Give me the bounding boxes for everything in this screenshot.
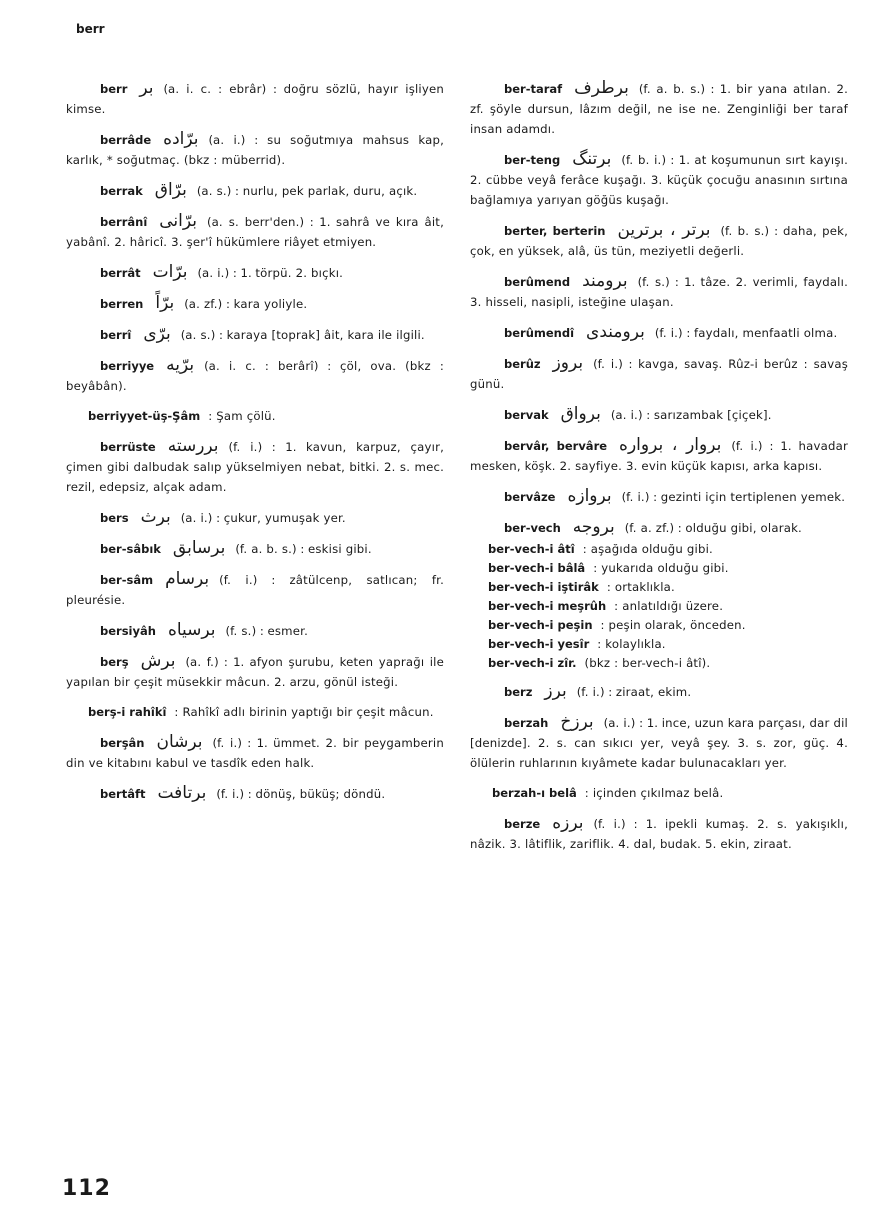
entry-headword: berter, berterin: [504, 224, 606, 238]
entry-headword: berrâde: [100, 133, 152, 147]
dictionary-entry: [66, 436, 444, 497]
dictionary-entry: [66, 324, 444, 345]
entry-headword: berzah: [504, 716, 549, 730]
entry-ottoman-script: برسام: [165, 569, 210, 589]
entry-definition: (a. f.) : 1. afyon şurubu, keten yaprağı ile yapılan bir çeşit müsekkir mâcun. 2. arzu, gönül isteği.: [66, 655, 444, 689]
entry-definition: (a. i.) : 1. törpü. 2. bıçkı.: [197, 266, 344, 280]
dictionary-entry: [470, 220, 848, 261]
dictionary-entry: [66, 783, 444, 804]
entry-definition: : aşağıda olduğu gibi.: [582, 542, 713, 556]
entry-headword: berş-i rahîkî: [88, 705, 167, 719]
entry-definition: (f. i.) : kavga, savaş. Rûz-i berûz : savaş günü.: [470, 357, 848, 391]
entry-headword: ber-vech: [504, 521, 561, 535]
entry-headword: berûz: [504, 357, 541, 371]
entry-headword: bers: [100, 511, 129, 525]
entry-definition: (a. i. c. : ebrâr) : doğru sözlü, hayır işliyen kimse.: [66, 82, 444, 116]
entry-ottoman-script: برش: [140, 651, 176, 671]
left-column: [66, 78, 444, 814]
entry-ottoman-script: برومندى: [586, 322, 645, 342]
entry-headword: ber-taraf: [504, 82, 563, 96]
entry-headword: ber-vech-i yesîr: [488, 637, 590, 651]
entry-headword: berrânî: [100, 215, 148, 229]
dictionary-entry: [470, 813, 848, 854]
dictionary-entry: [470, 486, 848, 507]
entry-definition: (f. a. b. s.) : 1. bir yana atılan. 2. zf. şöyle dursun, lâzım değil, ne ise ne. Zenginliği ber taraf insan adamdı.: [470, 82, 848, 136]
entry-headword: ber-vech-i iştirâk: [488, 580, 599, 594]
entry-ottoman-script: برزخ: [560, 712, 594, 732]
entry-ottoman-script: بروز: [552, 353, 584, 373]
entry-ottoman-script: برّات: [152, 262, 188, 282]
entry-headword: berze: [504, 817, 541, 831]
entry-ottoman-script: بر: [139, 78, 154, 98]
entry-definition: (a. s.) : nurlu, pek parlak, duru, açık.: [196, 184, 418, 198]
entry-ottoman-script: بررسته: [167, 436, 219, 456]
entry-headword: berş: [100, 655, 129, 669]
entry-ottoman-script: برتنگ: [572, 149, 612, 169]
dictionary-entry: [470, 435, 848, 476]
entry-definition: : Rahîkî adlı birinin yaptığı bir çeşit mâcun.: [174, 705, 434, 719]
dictionary-entry: [66, 129, 444, 170]
entry-ottoman-script: برّاده: [163, 129, 199, 149]
entry-ottoman-script: برشان: [156, 732, 203, 752]
entry-ottoman-script: برتافت: [157, 783, 207, 803]
entry-ottoman-script: برواق: [560, 404, 601, 424]
entry-headword: ber-vech-i peşin: [488, 618, 593, 632]
entry-headword: ber-vech-i bâlâ: [488, 561, 586, 575]
entry-definition: (f. i.) : gezinti için tertiplenen yemek.: [621, 490, 846, 504]
entry-ottoman-script: برّاً: [155, 293, 175, 313]
dictionary-entry: [470, 597, 848, 616]
entry-headword: ber-sâbık: [100, 542, 161, 556]
entry-ottoman-script: برّى: [143, 324, 171, 344]
entry-definition: (f. s.) : esmer.: [225, 624, 309, 638]
entry-headword: bertâft: [100, 787, 146, 801]
entry-definition: (f. i.) : 1. kavun, karpuz, çayır, çimen gibi dalbudak salıp yükselmiyen nebat, bitki. 2. s. mec. rezil, edepsiz, alçak adam.: [66, 440, 444, 494]
dictionary-entry: [66, 507, 444, 528]
entry-definition: (a. i.) : çukur, yumuşak yer.: [180, 511, 346, 525]
entry-definition: (f. s.) : 1. tâze. 2. verimli, faydalı. 3. hisseli, nasipli, isteğine ulaşan.: [470, 275, 848, 309]
entry-ottoman-script: برسیاه: [167, 620, 216, 640]
entry-ottoman-script: برومند: [582, 271, 628, 291]
entry-definition: (f. i.) : 1. ipekli kumaş. 2. s. yakışıklı, nâzik. 3. lâtiflik, zariflik. 4. dal, budak. 5. ekin, ziraat.: [470, 817, 848, 851]
entry-definition: (f. i.) : faydalı, menfaatli olma.: [654, 326, 838, 340]
entry-definition: : içinden çıkılmaz belâ.: [584, 786, 724, 800]
entry-headword: bervâr, bervâre: [504, 439, 608, 453]
entry-headword: berrüste: [100, 440, 156, 454]
entry-headword: berriyye: [100, 359, 155, 373]
dictionary-entry: [470, 578, 848, 597]
entry-definition: (a. s. berr'den.) : 1. sahrâ ve kıra âit, yabânî. 2. hâricî. 3. şer'î hükümlere riâyet etmiyen.: [66, 215, 444, 249]
entry-definition: (f. i.) : 1. ümmet. 2. bir peygamberin din ve kitabını kabul ve tasdîk eden halk.: [66, 736, 444, 770]
entry-headword: berrât: [100, 266, 141, 280]
entry-ottoman-script: بروازه: [567, 486, 612, 506]
entry-definition: (f. i.) : 1. havadar mesken, köşk. 2. sayfiye. 3. evin küçük kapısı, arka kapısı.: [470, 439, 848, 473]
entry-headword: bervâze: [504, 490, 556, 504]
dictionary-entry: [470, 540, 848, 559]
entry-definition: (a. s.) : karaya [toprak] âit, kara ile ilgili.: [180, 328, 425, 342]
entry-definition: : Şam çölü.: [208, 409, 276, 423]
entry-headword: berzah-ı belâ: [492, 786, 577, 800]
entry-headword: berz: [504, 685, 533, 699]
entry-definition: (a. i.) : su soğutmıya mahsus kap, karlık, * soğutmaç. (bkz : müberrid).: [66, 133, 444, 167]
entry-definition: (a. zf.) : kara yoliyle.: [184, 297, 308, 311]
dictionary-entry: [470, 559, 848, 578]
entry-definition: : anlatıldığı üzere.: [614, 599, 724, 613]
dictionary-entry: [66, 406, 444, 426]
entry-headword: berûmend: [504, 275, 571, 289]
entry-definition: (a. i.) : 1. ince, uzun kara parçası, dar dil [denizde]. 2. s. can sıkıcı yer, veyâ şey. 3. s. zor, güç. 4. ölülerin ruhlarının kıyâmete kadar bulunacakları yer.: [470, 716, 848, 770]
entry-definition: (a. i. c. : berârî) : çöl, ova. (bkz : beyâbân).: [66, 359, 444, 393]
entry-headword: ber-teng: [504, 153, 561, 167]
entry-ottoman-script: برّانى: [159, 211, 198, 231]
dictionary-entry: [66, 355, 444, 396]
dictionary-entry: [66, 620, 444, 641]
entry-definition: (a. i.) : sarızambak [çiçek].: [610, 408, 772, 422]
dictionary-entry: [470, 616, 848, 635]
entry-ottoman-script: بروجه: [572, 517, 615, 537]
entry-definition: : yukarıda olduğu gibi.: [593, 561, 729, 575]
right-column: [470, 78, 848, 864]
entry-definition: (f. i.) : ziraat, ekim.: [576, 685, 692, 699]
dictionary-entry: [470, 404, 848, 425]
entry-spacer: [470, 673, 848, 681]
dictionary-entry: [470, 654, 848, 673]
page-number: 112: [62, 1176, 111, 1201]
dictionary-entry: [66, 262, 444, 283]
entry-headword: ber-vech-i âtî: [488, 542, 575, 556]
entry-definition: (f. a. zf.) : olduğu gibi, olarak.: [624, 521, 802, 535]
dictionary-entry: [66, 651, 444, 692]
entry-definition: (f. b. i.) : 1. at koşumunun sırt kayışı. 2. cübbe veyâ ferâce kuşağı. 3. küçük çocuğu anasının sırtına bağlamıya yarıyan göğüs kuşağı.: [470, 153, 848, 207]
entry-ottoman-script: برّيه: [166, 355, 195, 375]
dictionary-entry: [470, 78, 848, 139]
dictionary-entry: [470, 635, 848, 654]
entry-definition: (f. i.) : dönüş, büküş; döndü.: [216, 787, 386, 801]
entry-headword: berşân: [100, 736, 145, 750]
dictionary-entry: [66, 211, 444, 252]
dictionary-entry: [470, 271, 848, 312]
dictionary-entry: [66, 538, 444, 559]
entry-headword: berrî: [100, 328, 132, 342]
dictionary-entry: [470, 712, 848, 773]
entry-headword: berûmendî: [504, 326, 575, 340]
entry-ottoman-script: برث: [140, 507, 171, 527]
dictionary-entry: [470, 517, 848, 538]
entry-headword: berr: [100, 82, 128, 96]
entry-headword: bersiyâh: [100, 624, 156, 638]
entry-ottoman-script: بروار ، برواره: [619, 435, 722, 455]
entry-ottoman-script: برز: [544, 681, 567, 701]
entry-definition: : peşin olarak, önceden.: [600, 618, 746, 632]
running-head: berr: [76, 22, 105, 36]
dictionary-entry: [66, 702, 444, 722]
entry-definition: (f. i.) : zâtülcenp, satlıcan; fr. pleurésie.: [66, 573, 444, 607]
entry-definition: (bkz : ber-vech-i âtî).: [584, 656, 711, 670]
entry-headword: bervak: [504, 408, 549, 422]
dictionary-entry: [470, 783, 848, 803]
entry-ottoman-script: برّاق: [154, 180, 187, 200]
dictionary-entry: [470, 322, 848, 343]
dictionary-entry: [470, 681, 848, 702]
dictionary-entry: [66, 732, 444, 773]
dictionary-entry: [66, 293, 444, 314]
entry-ottoman-script: برتر ، برترين: [617, 220, 711, 240]
entry-headword: berrak: [100, 184, 143, 198]
dictionary-entry: [470, 353, 848, 394]
entry-ottoman-script: برزه: [552, 813, 584, 833]
dictionary-entry: [470, 149, 848, 210]
entry-definition: (f. b. s.) : daha, pek, çok, en yüksek, alâ, üs tün, meziyetli değerli.: [470, 224, 849, 258]
dictionary-entry: [66, 569, 444, 610]
entry-definition: : kolaylıkla.: [597, 637, 666, 651]
entry-headword: berren: [100, 297, 144, 311]
dictionary-entry: [66, 180, 444, 201]
entry-definition: (f. a. b. s.) : eskisi gibi.: [235, 542, 372, 556]
entry-headword: berriyyet-üş-Şâm: [88, 409, 201, 423]
entry-ottoman-script: برسابق: [172, 538, 226, 558]
entry-headword: ber-vech-i zîr.: [488, 656, 577, 670]
dictionary-entry: [66, 78, 444, 119]
entry-headword: ber-sâm: [100, 573, 154, 587]
entry-ottoman-script: برطرف: [574, 78, 629, 98]
entry-definition: : ortaklıkla.: [606, 580, 675, 594]
entry-headword: ber-vech-i meşrûh: [488, 599, 607, 613]
